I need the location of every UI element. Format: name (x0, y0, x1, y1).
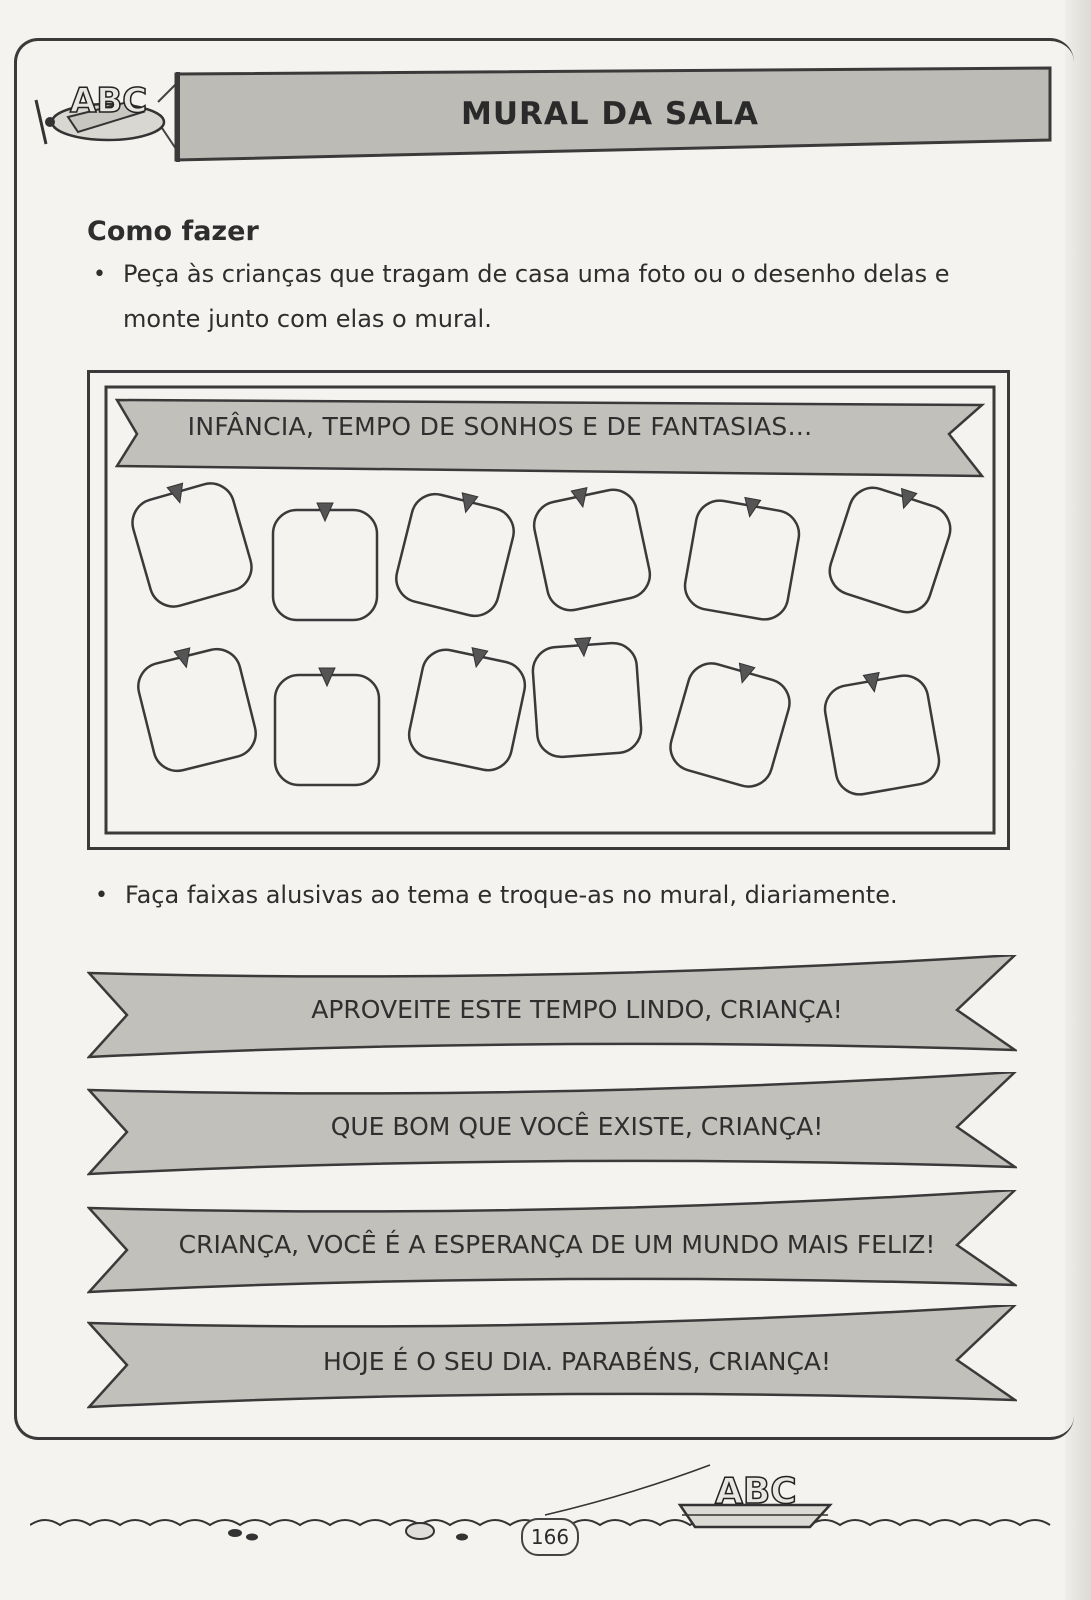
ribbon-4 (87, 1305, 1017, 1414)
bullet-dot-icon: • (93, 262, 106, 287)
photo-frame (820, 665, 943, 798)
plane-logo-text: ABC (70, 81, 148, 121)
fish-icon (228, 1523, 468, 1541)
instruction-text-2: Faça faixas alusivas ao tema e troque-as no mural, diariamente. (125, 881, 898, 909)
photo-frame (681, 490, 804, 623)
instruction-item-1 (93, 252, 1023, 342)
page-title: MURAL DA SALA (460, 96, 759, 132)
photo-frame (531, 635, 643, 759)
page-number: 166 (521, 1518, 579, 1556)
bullet-dot-icon: • (95, 883, 108, 908)
ribbon-text-1: APROVEITE ESTE TEMPO LINDO, CRIANÇA! (311, 995, 843, 1024)
ribbon-3 (87, 1190, 1017, 1299)
ribbon-text-3: CRIANÇA, VOCÊ É A ESPERANÇA DE UM MUNDO MAIS FELIZ! (178, 1230, 936, 1259)
photo-frame (528, 479, 654, 615)
photo-frame (391, 482, 520, 621)
photo-frames (125, 471, 959, 798)
photo-frame (665, 651, 797, 792)
mural-banner-text: INFÂNCIA, TEMPO DE SONHOS E DE FANTASIAS... (187, 412, 813, 441)
section-title: Como fazer (87, 216, 259, 247)
photo-frame (273, 503, 377, 620)
ribbon-text-4: HOJE É O SEU DIA. PARABÉNS, CRIANÇA! (322, 1347, 832, 1376)
boat-icon (680, 1471, 830, 1527)
photo-frame (824, 475, 959, 618)
mural-illustration (87, 370, 1012, 852)
boat-logo-text: ABC (715, 1471, 797, 1512)
photo-frame (132, 637, 261, 776)
photo-frame (405, 639, 531, 775)
instruction-text-1: Peça às crianças que tragam de casa uma foto ou o desenho delas e monte junto com elas o mural. (123, 260, 950, 333)
instruction-item-2 (95, 873, 1025, 918)
photo-frame (275, 668, 379, 785)
ribbon-text-2: QUE BOM QUE VOCÊ EXISTE, CRIANÇA! (330, 1112, 824, 1141)
ribbon-1 (87, 955, 1017, 1064)
ribbon-2 (87, 1072, 1017, 1181)
airplane-icon (36, 81, 164, 144)
photo-frame (125, 471, 257, 612)
